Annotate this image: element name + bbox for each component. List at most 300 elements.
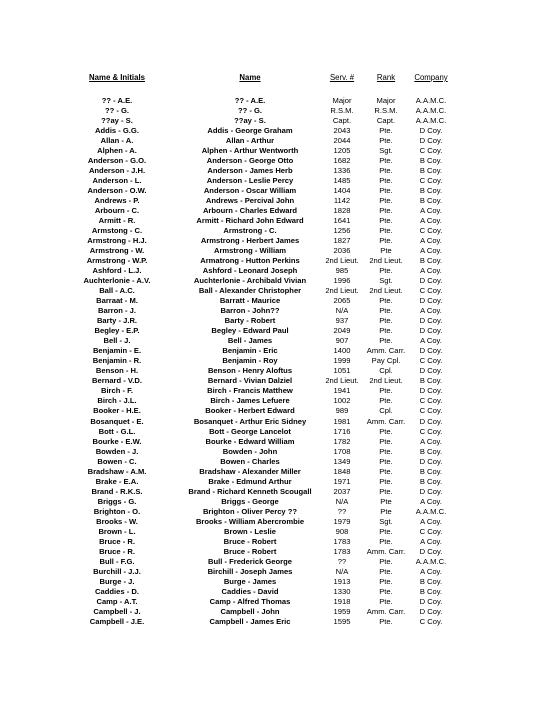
rank-cell: Pte. [379,576,393,586]
table-row [0,427,550,437]
full-name-cell: Benjamin - Eric [222,346,278,356]
rank-cell: Pte. [379,156,393,166]
service-number-cell: 2nd Lieut. [325,376,359,386]
company-cell: C Coy. [419,356,443,366]
full-name-cell: Begley - Edward Paul [211,326,289,336]
rank-cell: R.S.M. [374,106,398,116]
rank-cell: Pte. [379,306,393,316]
rank-cell: Pte. [379,426,393,436]
service-number-cell: 2065 [333,296,351,306]
table-row [0,376,550,386]
name-initials-cell: Anderson - L. [92,176,142,186]
company-cell: D Coy. [419,486,443,496]
rank-cell: Pte. [379,196,393,206]
full-name-cell: Bernard - Vivian Dalziel [207,376,293,386]
header-name: Name [239,73,261,82]
company-cell: A.A.M.C. [415,106,447,116]
name-initials-cell: Armstrong - W.P. [86,256,148,266]
company-cell: A Coy. [420,516,442,526]
service-number-cell: N/A [335,306,349,316]
full-name-cell: Campbell - James Eric [209,616,291,626]
full-name-cell: Birch - James Lefuere [210,396,290,406]
company-cell: B Coy. [419,166,443,176]
table-row [0,507,550,517]
name-initials-cell: Bernard - V.D. [92,376,142,386]
company-cell: D Coy. [419,366,443,376]
table-row [0,266,550,276]
service-number-cell: 937 [335,316,349,326]
service-number-cell: 1783 [333,546,351,556]
rank-cell: Major [376,96,396,105]
service-number-cell: 1051 [333,366,351,376]
company-cell: A Coy. [420,246,442,256]
company-cell: A Coy. [420,496,442,506]
table-row [0,186,550,196]
service-number-cell: 1783 [333,536,351,546]
full-name-cell: Allan - Arthur [225,136,275,146]
rank-cell: Amm. Carr. [366,606,406,616]
full-name-cell: Barron - John?? [220,306,280,316]
name-initials-cell: Bruce - R. [99,536,135,546]
rank-cell: Cpl. [379,366,393,376]
name-initials-cell: Armitt - R. [98,216,136,226]
table-row [0,326,550,336]
table-row [0,497,550,507]
full-name-cell: Ball - Alexander Christopher [198,286,302,296]
full-name-cell: Burge - James [223,576,277,586]
table-row [0,236,550,246]
service-number-cell: 1349 [333,456,351,466]
name-initials-cell: Bradshaw - A.M. [87,466,147,476]
service-number-cell: 2049 [333,326,351,336]
company-cell: A Coy. [420,536,442,546]
company-cell: B Coy. [419,466,443,476]
name-initials-cell: Benjamin - E. [92,346,142,356]
full-name-cell: Arbourn - Charles Edward [202,206,298,216]
company-cell: A.A.M.C. [415,506,447,516]
table-row [0,136,550,146]
company-cell: D Coy. [419,346,443,356]
name-initials-cell: Ball - A.C. [99,286,135,296]
table-row [0,306,550,316]
table-row [0,96,550,106]
service-number-cell: 2nd Lieut. [325,256,359,266]
full-name-cell: Armitt - Richard John Edward [196,216,304,226]
service-number-cell: 1941 [333,386,351,396]
full-name-cell: Anderson - James Herb [207,166,293,176]
company-cell: B Coy. [419,196,443,206]
service-number-cell: R.S.M. [330,106,354,116]
full-name-cell: Bosanquet - Arthur Eric Sidney [193,416,307,426]
rank-cell: Pte. [379,166,393,176]
rank-cell: 2nd Lieut. [369,256,403,266]
table-row [0,246,550,256]
name-initials-cell: Booker - H.E. [93,406,141,416]
name-initials-cell: ?? - G. [104,106,130,116]
rank-cell: Pte. [379,266,393,276]
name-initials-cell: Anderson - J.H. [88,166,146,176]
service-number-cell: 1330 [333,586,351,596]
full-name-cell: Birch - Francis Matthew [207,386,293,396]
company-cell: A Coy. [420,306,442,316]
name-initials-cell: Brooks - W. [96,516,138,526]
full-name-cell: Andrews - Percival John [205,196,295,206]
rank-cell: Pte. [379,436,393,446]
company-cell: C Coy. [419,226,443,236]
name-initials-cell: Barron - J. [98,306,136,316]
company-cell: D Coy. [419,136,443,146]
table-row [0,417,550,427]
rank-cell: Pte. [379,236,393,246]
rank-cell: Pte. [379,446,393,456]
rank-cell: Pte [380,496,392,506]
company-cell: B Coy. [419,186,443,196]
rank-cell: Pte. [379,216,393,226]
table-row [0,396,550,406]
service-number-cell: 989 [335,406,349,416]
company-cell: C Coy. [419,396,443,406]
rank-cell: Pte. [379,206,393,216]
full-name-cell: ?? - A.E. [234,96,266,105]
table-row [0,597,550,607]
name-initials-cell: Anderson - G.O. [87,156,147,166]
company-cell: B Coy. [419,446,443,456]
service-number-cell: N/A [335,566,349,576]
table-row [0,256,550,266]
table-row [0,196,550,206]
service-number-cell: 985 [335,266,349,276]
full-name-cell: Brooks - William Abercrombie [195,516,305,526]
header-company: Company [414,73,448,82]
table-row [0,517,550,527]
name-initials-cell: Brake - E.A. [95,476,139,486]
rank-cell: Pte. [379,136,393,146]
company-cell: C Coy. [419,526,443,536]
service-number-cell: 2037 [333,486,351,496]
table-row [0,166,550,176]
service-number-cell: 1782 [333,436,351,446]
company-cell: D Coy. [419,326,443,336]
table-row [0,487,550,497]
name-initials-cell: Alphen - A. [97,146,137,156]
full-name-cell: Alphen - Arthur Wentworth [201,146,299,156]
full-name-cell: Camp - Alfred Thomas [209,596,291,606]
service-number-cell: 2044 [333,136,351,146]
table-row [0,286,550,296]
full-name-cell: Booker - Herbert Edward [205,406,295,416]
table-row [0,437,550,447]
name-initials-cell: Bowden - J. [95,446,139,456]
service-number-cell: N/A [335,496,349,506]
service-number-cell: Major [332,96,352,105]
table-row [0,346,550,356]
name-initials-cell: Armstrong - W. [89,246,145,256]
company-cell: B Coy. [419,156,443,166]
service-number-cell: 1205 [333,146,351,156]
service-number-cell: 1981 [333,416,351,426]
company-cell: A Coy. [420,236,442,246]
name-initials-cell: Birch - J.L. [97,396,137,406]
name-initials-cell: Birch - F. [100,386,134,396]
table-row [0,216,550,226]
table-row [0,316,550,326]
name-initials-cell: Barty - J.R. [96,316,138,326]
table-row [0,386,550,396]
header-row [0,73,550,85]
full-name-cell: Bruce - Robert [223,546,277,556]
rank-cell: Pte [380,506,392,516]
service-number-cell: 2043 [333,126,351,136]
full-name-cell: Brake - Edmund Arthur [208,476,292,486]
service-number-cell: 1336 [333,166,351,176]
full-name-cell: Bowen - Charles [220,456,280,466]
name-initials-cell: Addis - G.G. [95,126,139,136]
table-row [0,467,550,477]
rank-cell: Sgt. [379,146,393,156]
table-row [0,567,550,577]
company-cell: A.A.M.C. [415,116,447,126]
header-spacer [0,85,550,96]
rank-cell: Pte. [379,566,393,576]
rank-cell: Pte. [379,126,393,136]
name-initials-cell: Bourke - E.W. [92,436,142,446]
full-name-cell: Briggs - George [221,496,279,506]
rank-cell: Pte. [379,486,393,496]
company-cell: B Coy. [419,476,443,486]
name-initials-cell: Begley - E.P. [94,326,140,336]
name-initials-cell: Barraat - M. [96,296,138,306]
roster-table [0,73,550,627]
full-name-cell: Bradshaw - Alexander Miller [199,466,301,476]
rank-cell: Pte. [379,186,393,196]
name-initials-cell: Arbourn - C. [94,206,140,216]
service-number-cell: 1996 [333,276,351,286]
full-name-cell: Birchill - Joseph James [207,566,293,576]
full-name-cell: Bruce - Robert [223,536,277,546]
company-cell: A Coy. [420,566,442,576]
name-initials-cell: Bosanquet - E. [90,416,144,426]
full-name-cell: Benjamin - Roy [222,356,278,366]
company-cell: A Coy. [420,216,442,226]
rank-cell: Pte. [379,386,393,396]
table-row [0,406,550,416]
header-serv: Serv. # [329,73,355,82]
name-initials-cell: Ashford - L.J. [92,266,142,276]
name-initials-cell: Allan - A. [100,136,134,146]
company-cell: B Coy. [419,256,443,266]
company-cell: B Coy. [419,376,443,386]
name-initials-cell: Briggs - G. [97,496,137,506]
header-rank: Rank [376,73,396,82]
table-row [0,577,550,587]
service-number-cell: 1848 [333,466,351,476]
rank-cell: 2nd Lieut. [369,376,403,386]
full-name-cell: Benson - Henry Aloftus [207,366,293,376]
company-cell: B Coy. [419,586,443,596]
full-name-cell: Bott - George Lancelot [209,426,291,436]
full-name-cell: Armstrong - William [213,246,287,256]
table-row [0,226,550,236]
service-number-cell: 1400 [333,346,351,356]
service-number-cell: 1979 [333,516,351,526]
service-number-cell: 1002 [333,396,351,406]
company-cell: C Coy. [419,146,443,156]
company-cell: D Coy. [419,456,443,466]
rank-cell: Pte. [379,526,393,536]
company-cell: D Coy. [419,416,443,426]
table-row [0,206,550,216]
table-row [0,477,550,487]
service-number-cell: Capt. [332,116,352,126]
service-number-cell: 1827 [333,236,351,246]
full-name-cell: Anderson - Leslie Percy [206,176,294,186]
service-number-cell: 1959 [333,606,351,616]
name-initials-cell: Brighton - O. [93,506,141,516]
full-name-cell: Brand - Richard Kenneth Scougall [188,486,312,496]
company-cell: A Coy. [420,206,442,216]
rank-cell: Pte. [379,556,393,566]
company-cell: C Coy. [419,426,443,436]
full-name-cell: Anderson - Oscar William [203,186,297,196]
rank-cell: Amm. Carr. [366,346,406,356]
company-cell: D Coy. [419,316,443,326]
rank-cell: Amm. Carr. [366,416,406,426]
name-initials-cell: Anderson - O.W. [87,186,147,196]
rank-cell: Pay Cpl. [371,356,401,366]
name-initials-cell: Burge - J. [99,576,135,586]
rank-cell: Pte. [379,536,393,546]
name-initials-cell: Caddies - D. [95,586,139,596]
service-number-cell: 1828 [333,206,351,216]
full-name-cell: Brown - Leslie [224,526,276,536]
table-row [0,607,550,617]
service-number-cell: 1971 [333,476,351,486]
full-name-cell: Auchterlonie - Archibald Vivian [193,276,307,286]
full-name-cell: Campbell - John [220,606,280,616]
name-initials-cell: Campbell - J. [93,606,141,616]
service-number-cell: 1708 [333,446,351,456]
service-number-cell: 1716 [333,426,351,436]
rank-cell: Pte. [379,176,393,186]
rank-cell: Pte. [379,466,393,476]
full-name-cell: Bull - Frederick George [208,556,292,566]
company-cell: C Coy. [419,616,443,626]
rank-cell: Amm. Carr. [366,546,406,556]
full-name-cell: Bell - James [227,336,273,346]
name-initials-cell: Brand - R.K.S. [91,486,143,496]
table-row [0,336,550,346]
company-cell: A Coy. [420,336,442,346]
company-cell: D Coy. [419,596,443,606]
company-cell: D Coy. [419,606,443,616]
roster-rows [0,96,550,627]
service-number-cell: 907 [335,336,349,346]
name-initials-cell: ?? - A.E. [101,96,133,105]
name-initials-cell: Bruce - R. [99,546,135,556]
name-initials-cell: Camp - A.T. [96,596,138,606]
table-row [0,276,550,286]
full-name-cell: Armstrong - Herbert James [200,236,300,246]
full-name-cell: Addis - George Graham [207,126,293,136]
name-initials-cell: Bowen - C. [97,456,137,466]
company-cell: A Coy. [420,266,442,276]
rank-cell: Pte. [379,476,393,486]
service-number-cell: 1641 [333,216,351,226]
company-cell: C Coy. [419,286,443,296]
service-number-cell: 1682 [333,156,351,166]
service-number-cell: 1999 [333,356,351,366]
rank-cell: Pte. [379,456,393,466]
rank-cell: 2nd Lieut. [369,286,403,296]
name-initials-cell: Brown - L. [98,526,136,536]
company-cell: D Coy. [419,546,443,556]
rank-cell: Sgt. [379,516,393,526]
rank-cell: Cpl. [379,406,393,416]
full-name-cell: Armatrong - Hutton Perkins [200,256,300,266]
service-number-cell: 1913 [333,576,351,586]
table-row [0,176,550,186]
table-row [0,156,550,166]
service-number-cell: 908 [335,526,349,536]
full-name-cell: Ashford - Leonard Joseph [202,266,298,276]
name-initials-cell: Campbell - J.E. [89,616,145,626]
header-name-initials: Name & Initials [89,73,145,82]
table-row [0,547,550,557]
table-row [0,366,550,376]
table-row [0,557,550,567]
service-number-cell: 1256 [333,226,351,236]
rank-cell: Pte. [379,396,393,406]
company-cell: C Coy. [419,406,443,416]
name-initials-cell: Armstrong - H.J. [87,236,147,246]
name-initials-cell: Bull - F.G. [99,556,135,566]
company-cell: D Coy. [419,126,443,136]
full-name-cell: ?? - G. [237,106,263,116]
service-number-cell: ?? [337,506,347,516]
name-initials-cell: Benjamin - R. [92,356,142,366]
service-number-cell: 1918 [333,596,351,606]
table-row [0,356,550,366]
company-cell: D Coy. [419,386,443,396]
name-initials-cell: ??ay - S. [101,116,133,126]
rank-cell: Pte. [379,596,393,606]
table-row [0,296,550,306]
name-initials-cell: Auchterlonie - A.V. [83,276,151,286]
table-row [0,146,550,156]
company-cell: B Coy. [419,576,443,586]
rank-cell: Pte. [379,326,393,336]
service-number-cell: 1485 [333,176,351,186]
table-row [0,116,550,126]
name-initials-cell: Bell - J. [103,336,131,346]
service-number-cell: 1595 [333,616,351,626]
company-cell: A Coy. [420,436,442,446]
table-row [0,537,550,547]
rank-cell: Capt. [376,116,396,126]
full-name-cell: Anderson - George Otto [206,156,294,166]
table-row [0,587,550,597]
name-initials-cell: Burchill - J.J. [93,566,141,576]
company-cell: A.A.M.C. [415,556,447,566]
full-name-cell: Barty - Robert [224,316,276,326]
name-initials-cell: Benson - H. [95,366,139,376]
table-row [0,617,550,627]
rank-cell: Pte. [379,616,393,626]
company-cell: D Coy. [419,276,443,286]
company-cell: A.A.M.C. [415,96,447,105]
company-cell: D Coy. [419,296,443,306]
name-initials-cell: Andrews - P. [94,196,140,206]
